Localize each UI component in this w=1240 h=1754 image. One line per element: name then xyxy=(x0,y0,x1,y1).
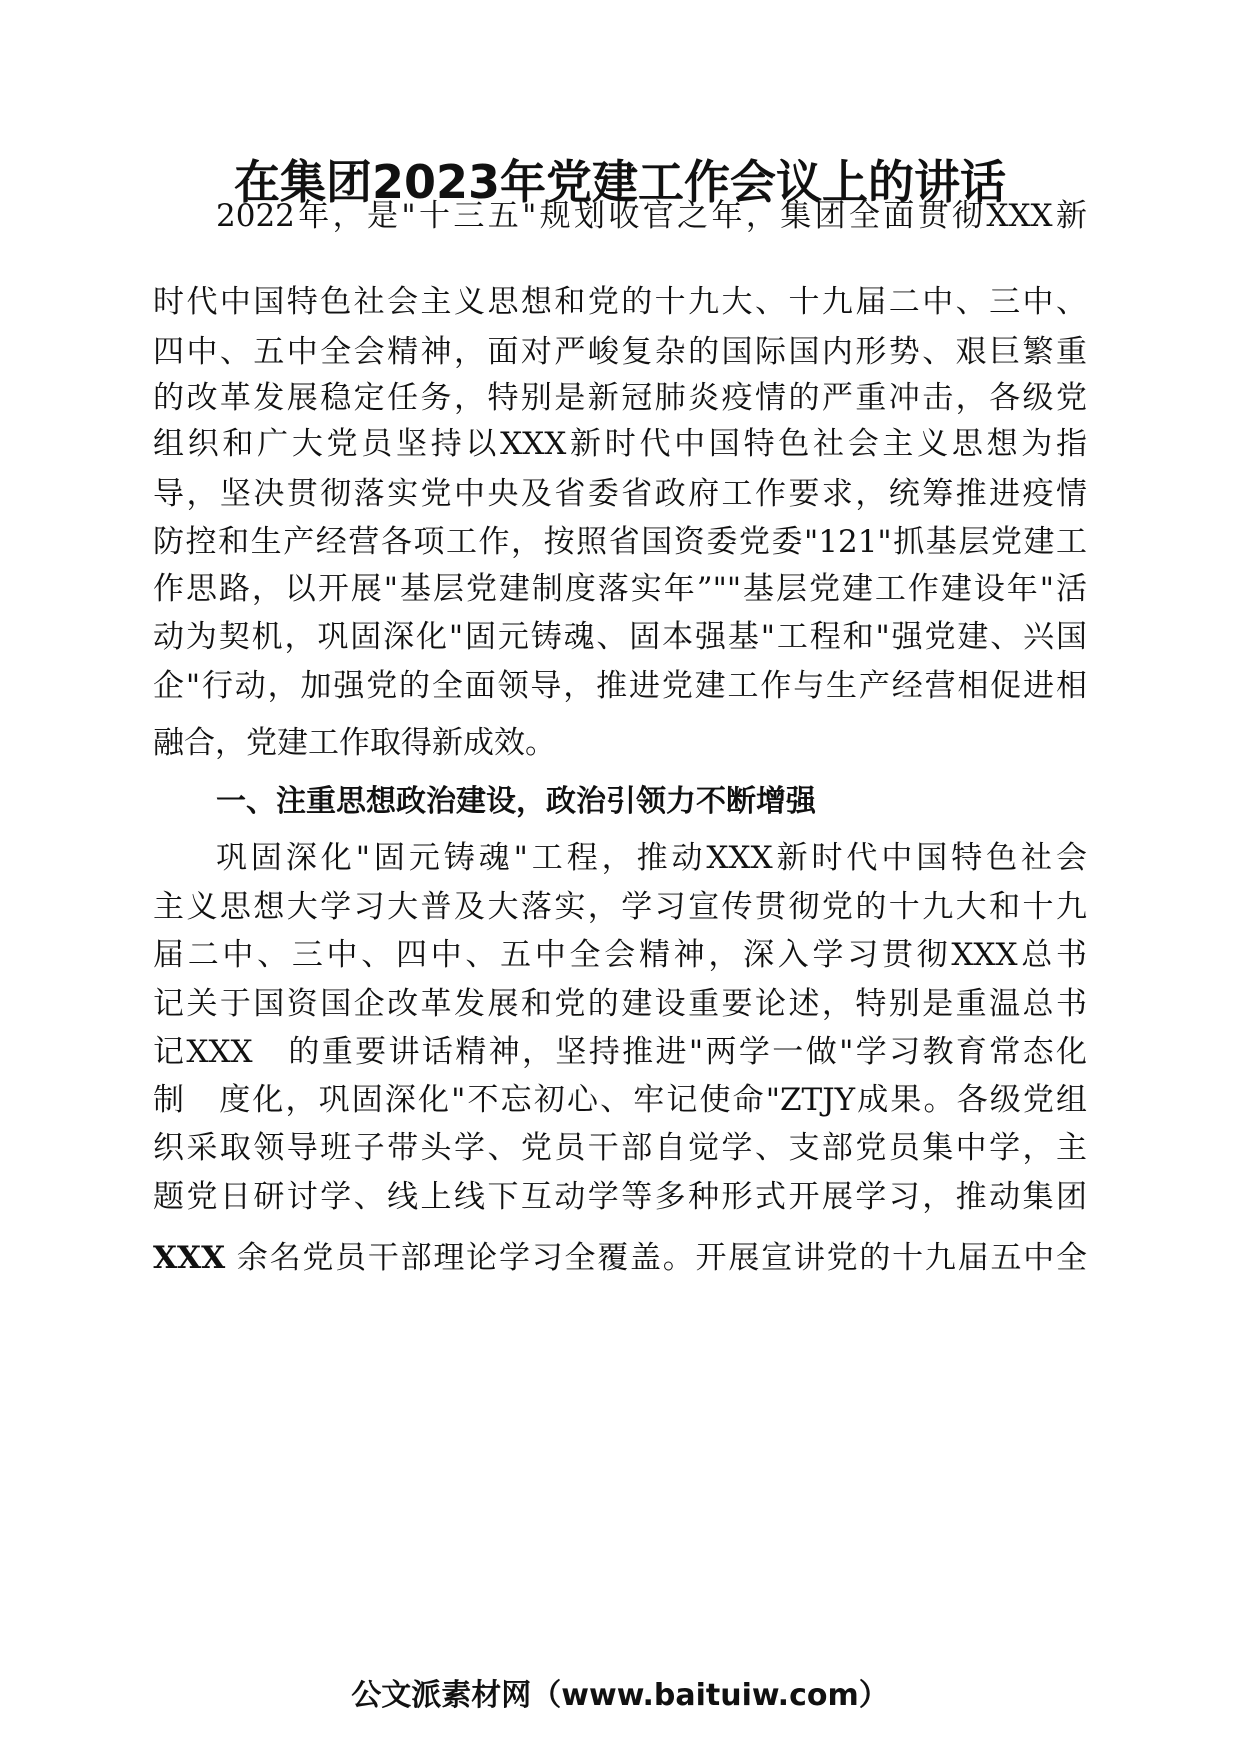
line-rest-text: 余名党员干部理论学习全覆盖。开展宣讲党的十九届五中全 xyxy=(236,1240,1087,1276)
paragraph-line: 动为契机，巩固深化"固元铸魂、固本强基"工程和"强党建、兴国 xyxy=(153,619,1087,655)
paragraph-line: 记XXX 的重要讲话精神，坚持推进"两学一做"学习教育常态化 xyxy=(153,1034,1087,1070)
paragraph-line: 主义思想大学习大普及大落实，学习宣传贯彻党的十九大和十九 xyxy=(153,889,1087,925)
paragraph-line: 届二中、三中、四中、五中全会精神，深入学习贯彻XXX总书 xyxy=(153,937,1087,973)
paragraph-line: 题党日研讨学、线上线下互动学等多种形式开展学习，推动集团 xyxy=(153,1179,1087,1215)
footer-source: 公文派素材网（www.baituiw.com） xyxy=(351,1678,889,1713)
paragraph-line: 2022年，是"十三五"规划收官之年，集团全面贯彻XXX新 xyxy=(216,198,1087,234)
paragraph-line: 制 度化，巩固深化"不忘初心、牢记使命"ZTJY成果。各级党组 xyxy=(153,1082,1087,1118)
paragraph-line: 四中、五中全会精神，面对严峻复杂的国际国内形势、艰巨繁重 xyxy=(153,334,1087,370)
paragraph-line: 企"行动，加强党的全面领导，推进党建工作与生产经营相促进相 xyxy=(153,668,1087,704)
paragraph-line: 时代中国特色社会主义思想和党的十九大、十九届二中、三中、 xyxy=(153,284,1087,320)
bold-lead-text: XXX xyxy=(153,1240,226,1276)
paragraph-line: 织采取领导班子带头学、党员干部自觉学、支部党员集中学，主 xyxy=(153,1130,1087,1166)
paragraph-line: 巩固深化"固元铸魂"工程，推动XXX新时代中国特色社会 xyxy=(216,840,1087,876)
paragraph-line: 作思路，以开展"基层党建制度落实年”""基层党建工作建设年"活 xyxy=(153,571,1087,607)
paragraph-line: 融合，党建工作取得新成效。 xyxy=(153,725,556,761)
paragraph-line: 的改革发展稳定任务，特别是新冠肺炎疫情的严重冲击，各级党 xyxy=(153,380,1087,416)
paragraph-line: 记关于国资国企改革发展和党的建设重要论述，特别是重温总书 xyxy=(153,986,1087,1022)
section-heading: 一、注重思想政治建设，政治引领力不断增强 xyxy=(216,784,816,819)
paragraph-line: 防控和生产经营各项工作，按照省国资委党委"121"抓基层党建工 xyxy=(153,524,1087,560)
paragraph-line xyxy=(153,1238,1087,1278)
document-title: 在集团2023年党建工作会议上的讲话 xyxy=(233,155,1007,209)
paragraph-line: 组织和广大党员坚持以XXX新时代中国特色社会主义思想为指 xyxy=(153,426,1087,462)
paragraph-line: 导，坚决贯彻落实党中央及省委省政府工作要求，统筹推进疫情 xyxy=(153,476,1087,512)
